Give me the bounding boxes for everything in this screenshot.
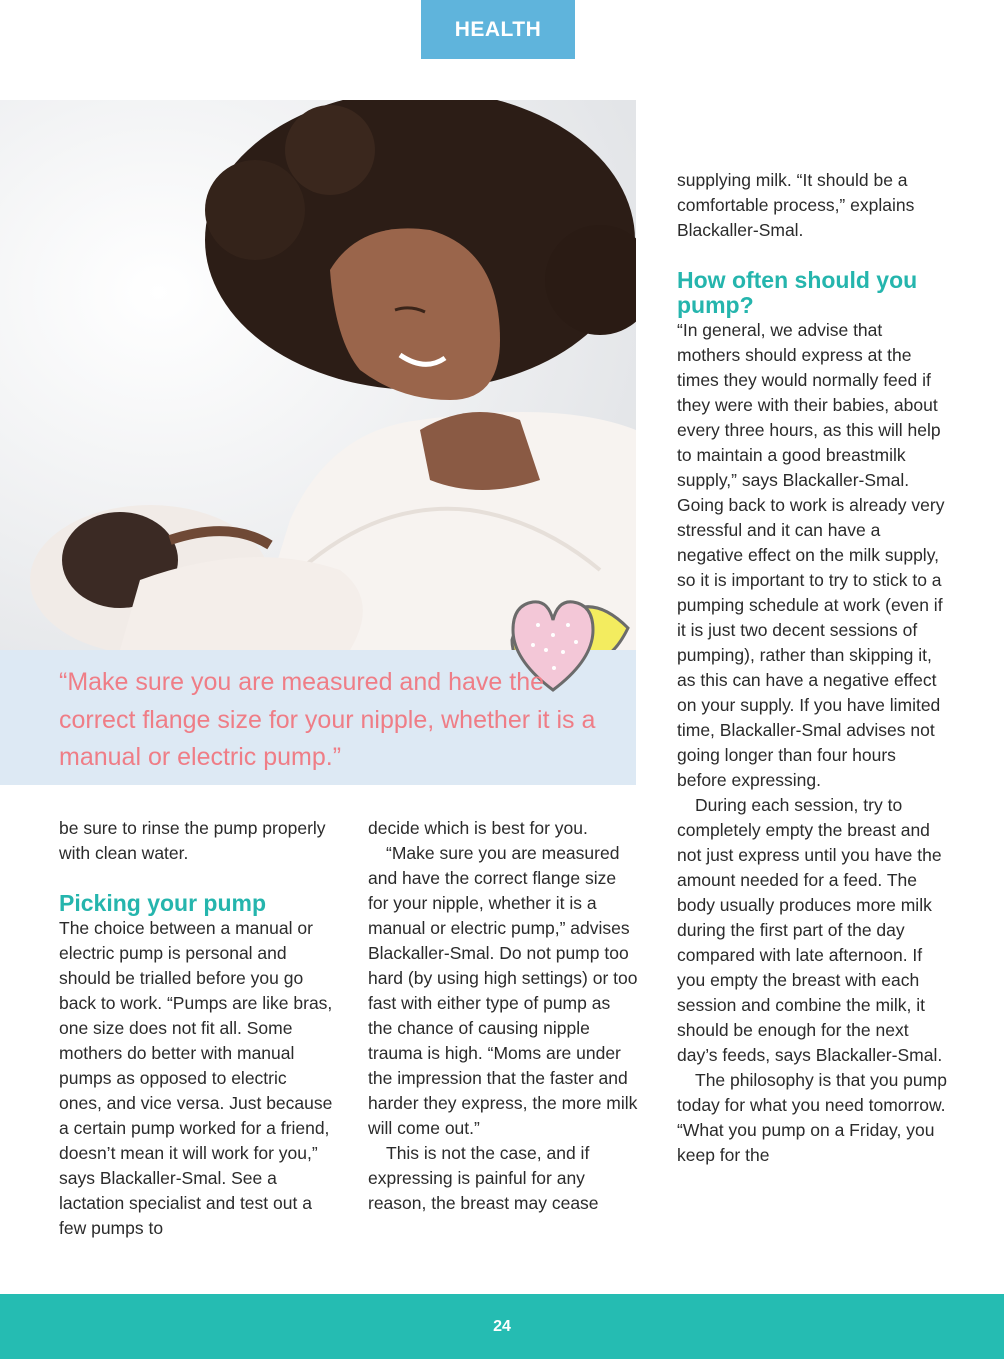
- heading-how-often: How often should you pump?: [677, 267, 918, 318]
- col2-p2: “Make sure you are measured and have the correct flange size for your nipple, whether it is a manual or electric pump,” advises Blackaller-Smal. Do not pump too hard (by using high settings) or too fast with either type of pump as the chance of causing nipple trauma is high. “Moms are under the impression that the faster and harder they express, the more milk will come out.”: [368, 843, 638, 1138]
- photo-illustration: [0, 100, 636, 650]
- column-1: [59, 816, 334, 1241]
- section-tab: HEALTH: [421, 0, 575, 59]
- col3-p3: The philosophy is that you pump today for what you need tomorrow. “What you pump on a Friday, you keep for the: [677, 1070, 947, 1165]
- col1-body: The choice between a manual or electric pump is personal and should be trialled before you go back to work. “Pumps are like bras, one size does not fit all. Some mothers do better with manual pumps as opposed to electric ones, and vice versa. Just because a certain pump worked for a friend, doesn’t mean it will work for you,” says Blackaller-Smal. See a lactation specialist and test out a few pumps to: [59, 918, 333, 1238]
- heading-picking-your-pump: Picking your pump: [59, 890, 267, 916]
- column-3: [677, 168, 947, 1168]
- mother-baby-photo: [0, 100, 636, 650]
- page-number: 24: [493, 1317, 511, 1335]
- col3-intro: supplying milk. “It should be a comfortable process,” explains Blackaller-Smal.: [677, 170, 915, 240]
- col3-p2: During each session, try to completely empty the breast and not just express until you have the amount needed for a feed. The body usually produces more milk during the first part of the day compared with late afternoon. If you empty the breast with each session and combine the milk, it should be enough for the next day’s feeds, says Blackaller-Smal.: [677, 795, 943, 1065]
- pull-quote: “Make sure you are measured and have the correct flange size for your nipple, whether it is a manual or electric pump.”: [59, 668, 596, 771]
- page-footer: [0, 1294, 1004, 1359]
- col1-intro: be sure to rinse the pump properly with clean water.: [59, 818, 326, 863]
- col2-p1: decide which is best for you.: [368, 818, 588, 838]
- column-2: [368, 816, 638, 1216]
- col2-p3: This is not the case, and if expressing is painful for any reason, the breast may cease: [368, 1143, 599, 1213]
- col3-p1: “In general, we advise that mothers should express at the times they would normally feed if they were with their babies, about every three hours, as this will help to maintain a good breastmilk supply,” says Blackaller-Smal. Going back to work is already very stressful and it can have a negative effect on the milk supply, so it is important to try to stick to a pumping schedule at work (even if it is just two decent sessions of pumping), rather than skipping it, as this can have a negative effect on your supply. If you have limited time, Blackaller-Smal advises not going longer than four hours before expressing.: [677, 320, 945, 790]
